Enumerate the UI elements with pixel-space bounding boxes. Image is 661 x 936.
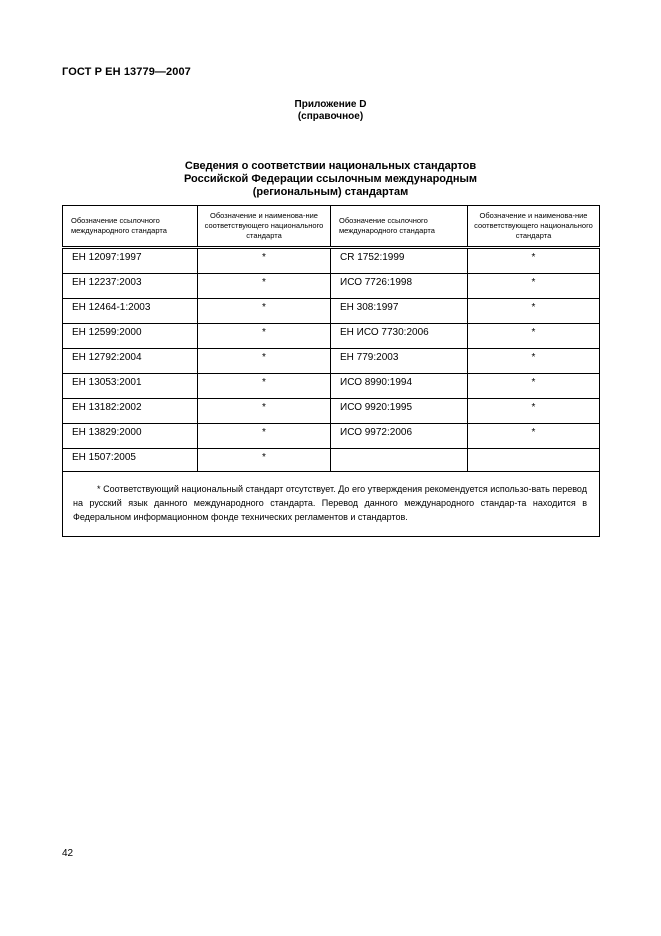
table-cell: ЕН 12097:1997 <box>63 248 198 274</box>
table-row <box>63 399 600 424</box>
table-cell: ЕН ИСО 7730:2006 <box>331 324 468 349</box>
annex-heading-line: Сведения о соответствии национальных стандартов <box>184 160 477 172</box>
annex-heading-line: (региональным) стандартам <box>252 186 409 198</box>
table-cell: * <box>198 324 331 349</box>
table-cell: * <box>468 374 600 399</box>
table-cell: * <box>198 349 331 374</box>
table-cell: ЕН 13053:2001 <box>63 374 198 399</box>
table-cell: * <box>198 274 331 299</box>
table-cell: ИСО 7726:1998 <box>331 274 468 299</box>
table-cell: ЕН 12237:2003 <box>63 274 198 299</box>
annex-heading-line: Российской Федерации ссылочным международным <box>183 173 478 185</box>
page-number: 42 <box>62 848 74 859</box>
table-row <box>63 299 600 324</box>
table-cell: ЕН 779:2003 <box>331 349 468 374</box>
annex-heading <box>0 160 661 199</box>
table-cell: * <box>198 248 331 274</box>
table-cell: * <box>468 248 600 274</box>
table-cell: * <box>468 274 600 299</box>
table-cell: * <box>468 424 600 449</box>
table-row <box>63 424 600 449</box>
table-cell: ЕН 308:1997 <box>331 299 468 324</box>
annex-label <box>0 99 661 123</box>
table-row <box>63 324 600 349</box>
table-row <box>63 248 600 274</box>
header-cell: Обозначение и наименова-ние соответствующего национального стандарта <box>468 206 600 248</box>
table-cell: * <box>198 374 331 399</box>
table-footnote: * Соответствующий национальный стандарт отсутствует. До его утверждения рекомендуется использо-вать перевод на русский язык данного международного стандарта. Перевод данного международного стандар-та находится в Федеральном информационном фонде технических регламентов и стандартов. <box>63 472 600 537</box>
table-cell: * <box>468 399 600 424</box>
table-cell: * <box>198 299 331 324</box>
table-cell <box>331 449 468 472</box>
standards-correspondence-table <box>62 205 600 537</box>
table-cell: ЕН 1507:2005 <box>63 449 198 472</box>
table-cell <box>468 449 600 472</box>
header-cell: Обозначение ссылочного международного стандарта <box>63 206 198 248</box>
table-cell: ЕН 12792:2004 <box>63 349 198 374</box>
header-cell: Обозначение и наименова-ние соответствующего национального стандарта <box>198 206 331 248</box>
header-cell: Обозначение ссылочного международного стандарта <box>331 206 468 248</box>
document-code: ГОСТ Р ЕН 13779—2007 <box>62 66 191 78</box>
table-cell: ЕН 13829:2000 <box>63 424 198 449</box>
table-row <box>63 274 600 299</box>
table-cell: * <box>468 324 600 349</box>
table-cell: ЕН 12464-1:2003 <box>63 299 198 324</box>
table-row <box>63 374 600 399</box>
table-header-row <box>63 206 600 248</box>
table-row <box>63 349 600 374</box>
table-cell: ЕН 12599:2000 <box>63 324 198 349</box>
table-cell: ИСО 8990:1994 <box>331 374 468 399</box>
table-cell: CR 1752:1999 <box>331 248 468 274</box>
annex-title: Приложение D <box>294 99 367 110</box>
table-row <box>63 449 600 472</box>
annex-subtitle: (справочное) <box>297 111 364 122</box>
table-cell: * <box>468 299 600 324</box>
table-cell: ИСО 9920:1995 <box>331 399 468 424</box>
table-cell: * <box>468 349 600 374</box>
table-cell: * <box>198 449 331 472</box>
footnote-row <box>63 472 600 537</box>
table-cell: * <box>198 399 331 424</box>
table-cell: ЕН 13182:2002 <box>63 399 198 424</box>
table-cell: * <box>198 424 331 449</box>
table-cell: ИСО 9972:2006 <box>331 424 468 449</box>
